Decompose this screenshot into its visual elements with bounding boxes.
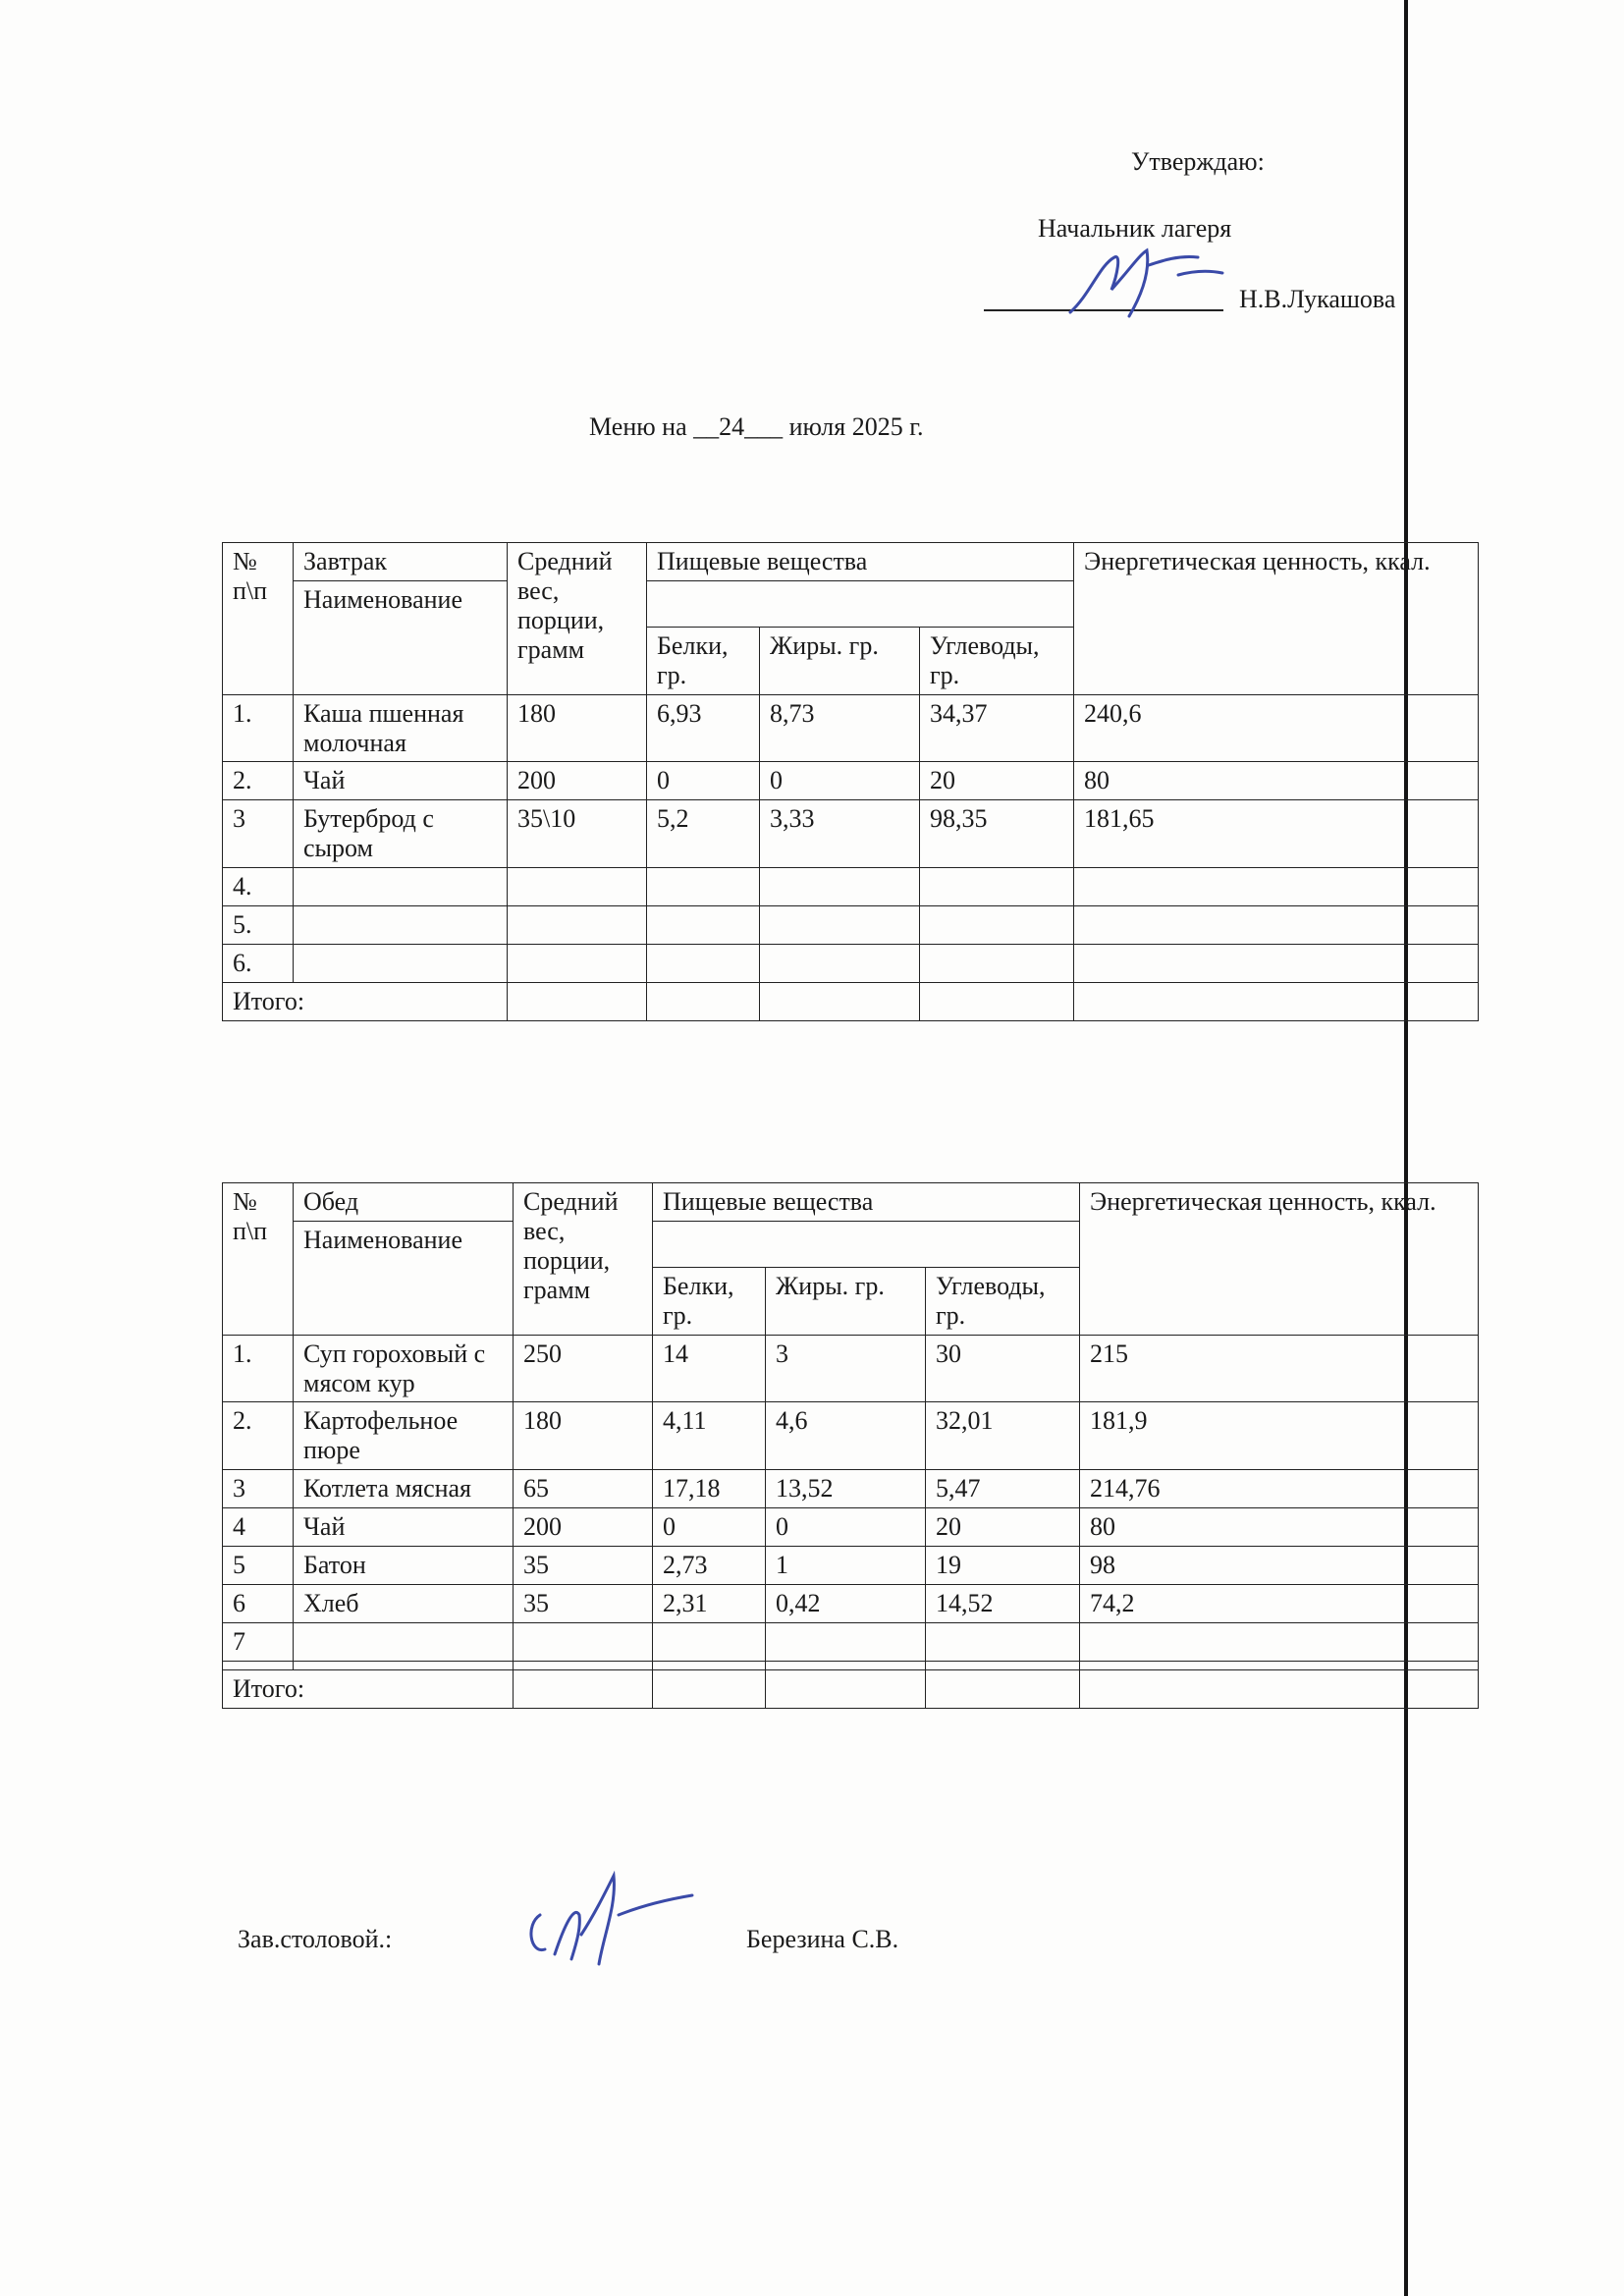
table-row [223,1622,1479,1661]
cell-weight: 180 [514,1402,653,1470]
total-row [223,1669,1479,1708]
table-row [223,1402,1479,1470]
cell-energy: 214,76 [1080,1470,1479,1508]
cell-carbs: 30 [926,1335,1080,1402]
approval-name: Н.В.Лукашова [1239,285,1396,313]
table-row [223,1584,1479,1622]
cell-carbs: 20 [926,1508,1080,1547]
table-row [223,1335,1479,1402]
cell-fat [760,868,920,906]
cell-weight: 180 [508,694,647,762]
header-protein: Белки, гр. [647,627,760,694]
cell-num: 1. [223,1335,294,1402]
cell-energy: 80 [1080,1508,1479,1547]
table-row [223,944,1479,982]
footer-label: Зав.столовой.: [238,1925,393,1953]
cell-weight [514,1661,653,1669]
table-row [223,1470,1479,1508]
cell-weight: 65 [514,1470,653,1508]
approval-role: Начальник лагеря [1038,214,1232,243]
cell-name [294,1661,514,1669]
cell-protein: 0 [653,1508,766,1547]
cell-name: Чай [294,1508,514,1547]
cell-weight: 200 [508,762,647,800]
table-row [223,1508,1479,1547]
cell-energy: 181,9 [1080,1402,1479,1470]
total-label: Итого: [223,982,508,1020]
header-weight: Средний вес, порции, грамм [514,1183,653,1336]
cell-name: Картофельное пюре [294,1402,514,1470]
cell-fat: 3,33 [760,800,920,868]
header-fat: Жиры. гр. [766,1267,926,1335]
cell-protein [647,906,760,945]
cell-num: 2. [223,1402,294,1470]
footer-name: Березина С.В. [746,1925,899,1953]
cell-name: Каша пшенная молочная [294,694,508,762]
cell-name [294,944,508,982]
table-row [223,800,1479,868]
header-carbs: Углеводы, гр. [926,1267,1080,1335]
table-row [223,762,1479,800]
cell-num [223,1661,294,1669]
header-energy: Энергетическая ценность, ккал. [1074,543,1479,695]
cell-fat: 0 [760,762,920,800]
table-row [223,1661,1479,1669]
menu-title: Меню на __24___ июля 2025 г. [589,412,924,441]
cell-name: Бутерброд с сыром [294,800,508,868]
cell-carbs: 14,52 [926,1584,1080,1622]
cell-energy [1074,868,1479,906]
approval-title: Утверждаю: [1131,147,1265,176]
cell-protein [647,944,760,982]
header-energy: Энергетическая ценность, ккал. [1080,1183,1479,1336]
cell-energy [1080,1661,1479,1669]
cell-carbs: 34,37 [920,694,1074,762]
cell-num: 5 [223,1547,294,1585]
cell-carbs: 19 [926,1547,1080,1585]
cell-energy [1080,1622,1479,1661]
header-meal: Завтрак [294,543,508,581]
cell-protein: 6,93 [647,694,760,762]
cell-fat [766,1622,926,1661]
cell-name: Котлета мясная [294,1470,514,1508]
lunch-table [222,1182,1479,1709]
cell-name: Суп гороховый с мясом кур [294,1335,514,1402]
cell-energy: 80 [1074,762,1479,800]
cell-protein: 5,2 [647,800,760,868]
cell-weight [514,1622,653,1661]
table-header-row [223,543,1479,581]
cell-carbs [926,1622,1080,1661]
table-row [223,906,1479,945]
cell-name [294,1622,514,1661]
cell-weight: 200 [514,1508,653,1547]
cell-carbs [920,944,1074,982]
cell-fat: 8,73 [760,694,920,762]
header-carbs: Углеводы, гр. [920,627,1074,694]
table-header-row [223,1183,1479,1222]
cell-energy: 240,6 [1074,694,1479,762]
cell-num: 5. [223,906,294,945]
header-num: № п\п [223,1183,294,1336]
cell-weight: 250 [514,1335,653,1402]
cell-energy: 181,65 [1074,800,1479,868]
cell-num: 1. [223,694,294,762]
cell-num: 3 [223,1470,294,1508]
cell-carbs [920,868,1074,906]
cell-fat: 13,52 [766,1470,926,1508]
lunch-rows [223,1335,1479,1669]
cell-name: Хлеб [294,1584,514,1622]
cell-fat [760,906,920,945]
cell-weight: 35 [514,1584,653,1622]
cell-num: 2. [223,762,294,800]
cell-protein: 14 [653,1335,766,1402]
table-row [223,868,1479,906]
header-nutrients: Пищевые вещества [653,1183,1080,1222]
cell-energy: 74,2 [1080,1584,1479,1622]
cell-num: 6. [223,944,294,982]
breakfast-table [222,542,1479,1021]
cell-weight: 35\10 [508,800,647,868]
cell-carbs: 20 [920,762,1074,800]
cell-protein: 2,73 [653,1547,766,1585]
total-label: Итого: [223,1669,514,1708]
cell-carbs: 32,01 [926,1402,1080,1470]
cell-num: 3 [223,800,294,868]
header-name: Наименование [294,1221,514,1335]
chef-signature-icon [511,1856,697,1974]
cell-weight [508,906,647,945]
cell-energy: 215 [1080,1335,1479,1402]
header-nutrients: Пищевые вещества [647,543,1074,581]
cell-fat [766,1661,926,1669]
cell-protein [647,868,760,906]
cell-fat [760,944,920,982]
header-num: № п\п [223,543,294,695]
table-row [223,1547,1479,1585]
cell-energy [1074,906,1479,945]
cell-num: 7 [223,1622,294,1661]
cell-energy [1074,944,1479,982]
cell-protein [653,1661,766,1669]
cell-carbs [926,1661,1080,1669]
cell-name: Чай [294,762,508,800]
cell-protein [653,1622,766,1661]
cell-protein: 17,18 [653,1470,766,1508]
table-row [223,694,1479,762]
cell-name [294,868,508,906]
cell-fat: 3 [766,1335,926,1402]
scan-edge-line [1404,0,1408,2296]
header-spacer [647,580,1074,627]
total-row [223,982,1479,1020]
header-spacer [653,1221,1080,1267]
cell-fat: 0 [766,1508,926,1547]
cell-name: Батон [294,1547,514,1585]
header-protein: Белки, гр. [653,1267,766,1335]
cell-carbs [920,906,1074,945]
cell-weight: 35 [514,1547,653,1585]
header-fat: Жиры. гр. [760,627,920,694]
cell-fat: 0,42 [766,1584,926,1622]
cell-num: 6 [223,1584,294,1622]
cell-protein: 0 [647,762,760,800]
cell-name [294,906,508,945]
cell-weight [508,944,647,982]
header-name: Наименование [294,580,508,694]
cell-fat: 1 [766,1547,926,1585]
cell-num: 4. [223,868,294,906]
cell-weight [508,868,647,906]
cell-carbs: 98,35 [920,800,1074,868]
cell-energy: 98 [1080,1547,1479,1585]
cell-protein: 2,31 [653,1584,766,1622]
header-meal: Обед [294,1183,514,1222]
breakfast-rows [223,694,1479,982]
cell-num: 4 [223,1508,294,1547]
cell-fat: 4,6 [766,1402,926,1470]
header-weight: Средний вес, порции, грамм [508,543,647,695]
cell-protein: 4,11 [653,1402,766,1470]
cell-carbs: 5,47 [926,1470,1080,1508]
approval-signature-icon [1060,236,1227,324]
